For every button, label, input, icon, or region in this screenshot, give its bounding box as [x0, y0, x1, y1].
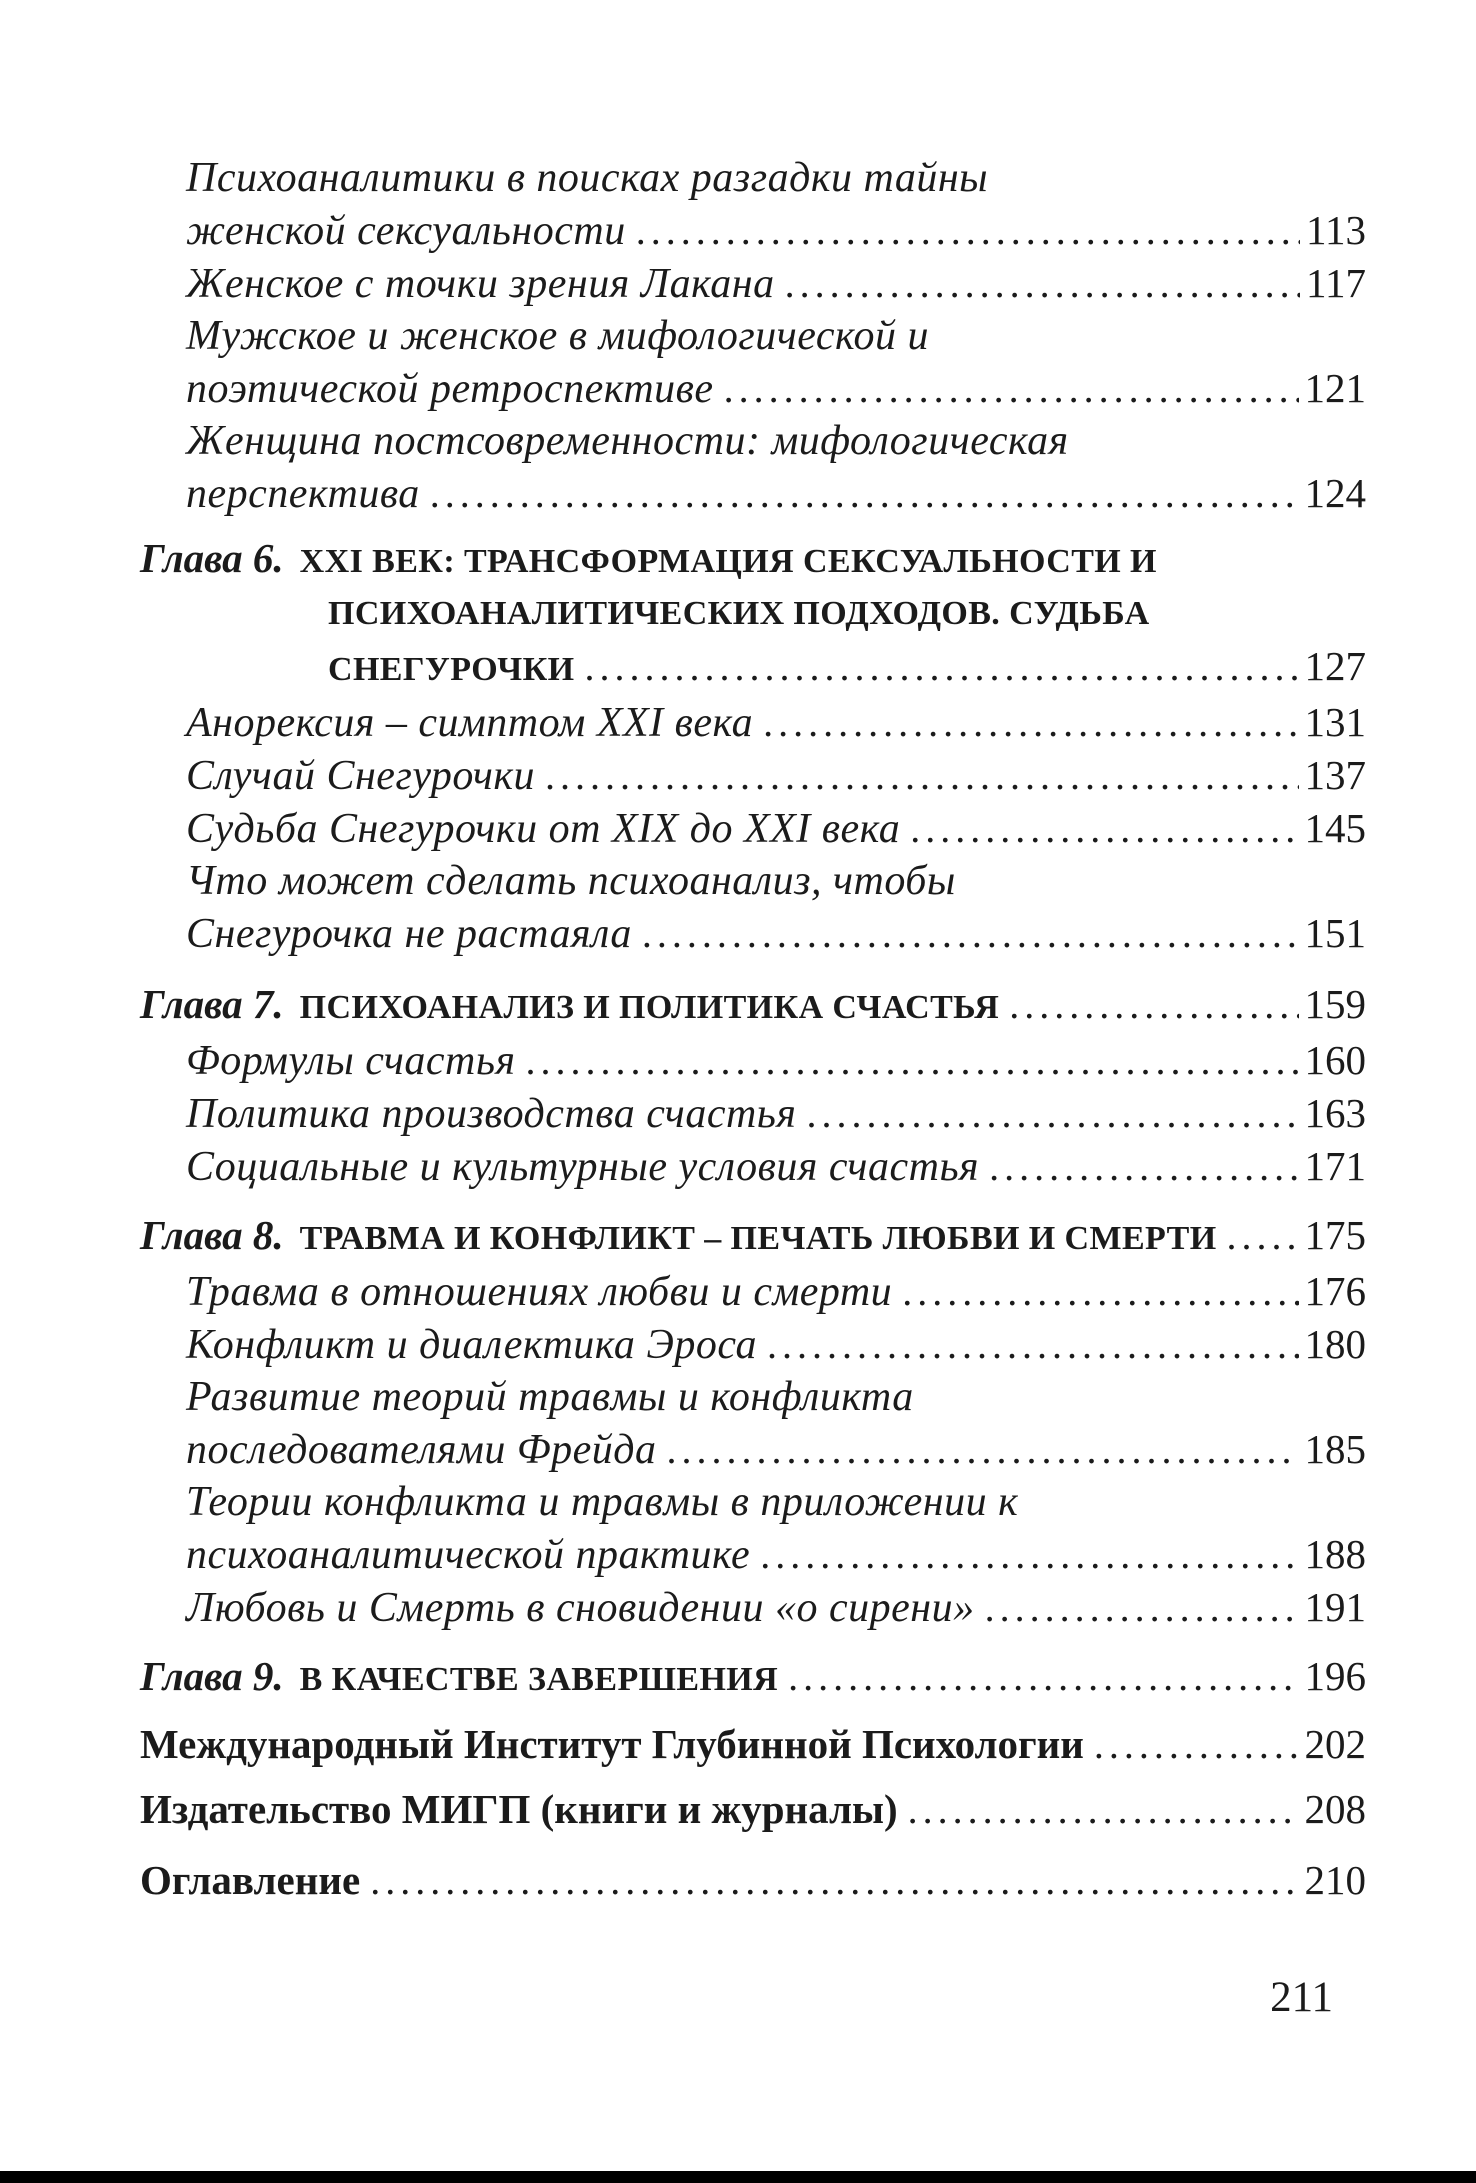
toc-chapter-entry: [140, 1209, 1366, 1265]
toc-subentry-title: Женщина постсовременности: мифологическая: [186, 418, 1069, 464]
chapter-label: Глава 8.: [140, 1212, 284, 1258]
toc-subentry: [140, 1528, 1366, 1581]
toc-subentry-title: Снегурочка не растаяла: [186, 911, 632, 957]
toc-chapter-entry-continuation: [140, 588, 1366, 640]
toc-subentry: [140, 1318, 1366, 1371]
toc-subentry: [140, 362, 1366, 415]
toc-subentry: [140, 415, 1366, 467]
toc-page-number: 176: [1304, 1268, 1366, 1314]
toc-subentry-title: Развитие теорий травмы и конфликта: [186, 1374, 914, 1420]
toc-page-number: 137: [1304, 752, 1366, 798]
toc-subentry-title: Анорексия – симптом XXI века: [186, 700, 754, 746]
toc-subentry: [140, 1087, 1366, 1140]
toc-page-number: 131: [1304, 699, 1366, 745]
dot-leader: [985, 1582, 1299, 1634]
dot-leader: [806, 1088, 1298, 1140]
toc-page-number: 196: [1304, 1653, 1366, 1699]
toc-subentry-title: Женское с точки зрения Лакана: [186, 261, 775, 307]
toc-subentry: [140, 1371, 1366, 1423]
toc-subentry: [140, 1581, 1366, 1634]
chapter-title: XXI ВЕК: ТРАНСФОРМАЦИЯ СЕКСУАЛЬНОСТИ И: [299, 543, 1157, 580]
toc-chapter-entry: [140, 978, 1366, 1034]
toc-chapter-entry: [140, 1650, 1366, 1706]
toc-section-entry: [140, 1783, 1366, 1836]
dot-leader: [763, 697, 1298, 749]
dot-leader: [526, 1035, 1299, 1087]
dot-leader: [370, 1855, 1298, 1907]
chapter-title: ТРАВМА И КОНФЛИКТ – ПЕЧАТЬ ЛЮБВИ И СМЕРТИ: [299, 1220, 1217, 1257]
table-of-contents: [140, 152, 1366, 1907]
dot-leader: [1009, 979, 1298, 1031]
chapter-label: Глава 7.: [140, 981, 284, 1027]
dot-leader: [908, 1784, 1299, 1836]
toc-page-number: 113: [1306, 207, 1366, 253]
toc-page-number: 121: [1304, 365, 1366, 411]
toc-page-number: 175: [1304, 1212, 1366, 1258]
toc-subentry-title: Мужское и женское в мифологической и: [186, 313, 930, 359]
toc-subentry-title: Формулы счастья: [186, 1038, 516, 1084]
toc-chapter-entry-continuation: [140, 640, 1366, 696]
toc-subentry-title: последователями Фрейда: [186, 1427, 657, 1473]
toc-page-number: 202: [1304, 1721, 1366, 1767]
dot-leader: [785, 258, 1300, 310]
toc-page-number: 124: [1304, 470, 1366, 516]
toc-section-title: Издательство МИГП (книги и журналы): [140, 1786, 898, 1832]
toc-page-number: 208: [1304, 1786, 1366, 1832]
toc-subentry-title: Травма в отношениях любви и смерти: [186, 1269, 893, 1315]
toc-subentry-title: Теории конфликта и травмы в приложении к: [186, 1479, 1019, 1525]
toc-subentry-title: женской сексуальности: [186, 208, 626, 254]
dot-leader: [642, 908, 1299, 960]
toc-subentry: [140, 749, 1366, 802]
toc-subentry-title: Политика производства счастья: [186, 1091, 797, 1137]
toc-subentry-title: Судьба Снегурочки от XIX до XXI века: [186, 806, 901, 852]
toc-page-number: 191: [1304, 1584, 1366, 1630]
toc-subentry-title: Что может сделать психоанализ, чтобы: [186, 858, 956, 904]
toc-subentry: [140, 855, 1366, 907]
toc-subentry: [140, 310, 1366, 362]
chapter-title: В КАЧЕСТВЕ ЗАВЕРШЕНИЯ: [299, 1661, 779, 1698]
toc-page-number: 185: [1304, 1426, 1366, 1472]
toc-subentry: [140, 696, 1366, 749]
toc-subentry: [140, 802, 1366, 855]
toc-page-number: 127: [1304, 643, 1366, 689]
toc-subentry: [140, 152, 1366, 204]
dot-leader: [760, 1529, 1298, 1581]
toc-page-number: 210: [1304, 1857, 1366, 1903]
toc-subentry-title: Случай Снегурочки: [186, 753, 536, 799]
toc-page-number: 180: [1304, 1321, 1366, 1367]
dot-leader: [667, 1424, 1299, 1476]
toc-page-number: 171: [1304, 1143, 1366, 1189]
toc-subentry: [140, 1140, 1366, 1193]
chapter-label: Глава 6.: [140, 535, 284, 581]
toc-subentry: [140, 204, 1366, 257]
chapter-title: ПСИХОАНАЛИТИЧЕСКИХ ПОДХОДОВ. СУДЬБА: [328, 595, 1150, 632]
toc-page-number: 117: [1306, 260, 1366, 306]
toc-subentry: [140, 257, 1366, 310]
toc-subentry: [140, 1034, 1366, 1087]
toc-section-title: Международный Институт Глубинной Психологии: [140, 1721, 1084, 1767]
dot-leader: [584, 641, 1298, 693]
toc-section-title: Оглавление: [140, 1857, 361, 1903]
toc-subentry: [140, 907, 1366, 960]
toc-page-number: 151: [1304, 910, 1366, 956]
toc-section-entry: [140, 1718, 1366, 1771]
toc-subentry-title: перспектива: [186, 471, 420, 517]
dot-leader: [989, 1141, 1298, 1193]
scan-edge-bar: [0, 2171, 1476, 2183]
toc-subentry-title: Психоаналитики в поисках разгадки тайны: [186, 155, 989, 201]
toc-subentry-title: Конфликт и диалектика Эроса: [186, 1322, 757, 1368]
toc-page-number: 145: [1304, 805, 1366, 851]
toc-page-number: 188: [1304, 1531, 1366, 1577]
dot-leader: [767, 1319, 1299, 1371]
dot-leader: [910, 803, 1298, 855]
toc-subentry: [140, 1265, 1366, 1318]
toc-subentry: [140, 467, 1366, 520]
dot-leader: [724, 363, 1299, 415]
toc-page-number: 159: [1304, 981, 1366, 1027]
toc-page-number: 163: [1304, 1090, 1366, 1136]
dot-leader: [636, 205, 1300, 257]
chapter-title: СНЕГУРОЧКИ: [328, 651, 575, 688]
toc-subentry-title: Любовь и Смерть в сновидении «о сирени»: [186, 1585, 975, 1631]
chapter-label: Глава 9.: [140, 1653, 284, 1699]
dot-leader: [1227, 1210, 1299, 1262]
toc-subentry: [140, 1423, 1366, 1476]
dot-leader: [1094, 1719, 1299, 1771]
dot-leader: [545, 750, 1298, 802]
dot-leader: [788, 1651, 1298, 1703]
toc-subentry-title: Социальные и культурные условия счастья: [186, 1144, 980, 1190]
toc-subentry-title: психоаналитической практике: [186, 1532, 751, 1578]
toc-section-entry: [140, 1854, 1366, 1907]
chapter-title: ПСИХОАНАЛИЗ И ПОЛИТИКА СЧАСТЬЯ: [299, 989, 1000, 1026]
footer-page-number: 211: [1270, 1974, 1333, 2021]
toc-subentry: [140, 1476, 1366, 1528]
toc-chapter-entry: [140, 532, 1366, 588]
toc-subentry-title: поэтической ретроспективе: [186, 366, 714, 412]
dot-leader: [902, 1266, 1298, 1318]
toc-page-number: 160: [1304, 1037, 1366, 1083]
dot-leader: [430, 468, 1299, 520]
